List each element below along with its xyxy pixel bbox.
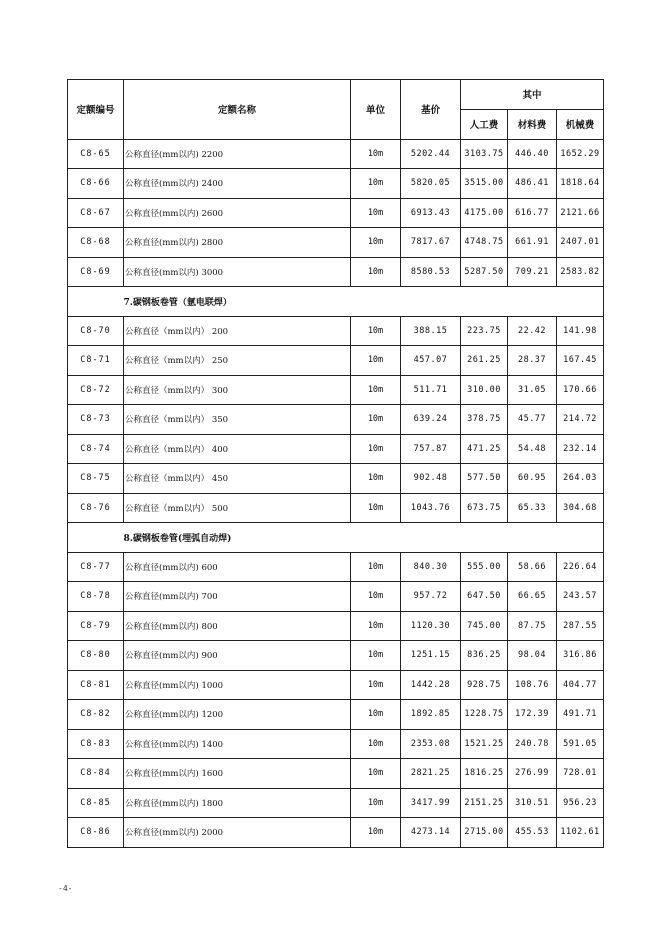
cell-code: C8-69 (68, 257, 124, 287)
cell-machine: 141.98 (557, 316, 604, 346)
table-row (68, 169, 604, 199)
cell-base-price: 5202.44 (401, 139, 461, 169)
cell-labor: 310.00 (461, 375, 508, 405)
cell-unit: 10m (351, 228, 401, 258)
cell-labor: 378.75 (461, 405, 508, 435)
table-row (68, 434, 604, 464)
table-body (68, 139, 604, 847)
cell-base-price: 457.07 (401, 346, 461, 376)
cell-base-price: 511.71 (401, 375, 461, 405)
cell-code: C8-82 (68, 700, 124, 730)
table-row (68, 582, 604, 612)
cell-unit: 10m (351, 375, 401, 405)
cell-material: 276.99 (508, 759, 557, 789)
cell-code: C8-70 (68, 316, 124, 346)
cell-name: 公称直径(mm以内) 3000 (124, 257, 351, 287)
cell-unit: 10m (351, 611, 401, 641)
table-row (68, 139, 604, 169)
cell-machine: 404.77 (557, 670, 604, 700)
cell-labor: 1521.25 (461, 729, 508, 759)
section-row (68, 523, 604, 553)
table-row (68, 759, 604, 789)
table-row (68, 228, 604, 258)
cell-name: 公称直径(mm以内) 1800 (124, 788, 351, 818)
cell-unit: 10m (351, 493, 401, 523)
cell-labor: 4748.75 (461, 228, 508, 258)
cell-material: 709.21 (508, 257, 557, 287)
cell-machine: 214.72 (557, 405, 604, 435)
cell-material: 58.66 (508, 552, 557, 582)
cell-labor: 4175.00 (461, 198, 508, 228)
cell-machine: 2583.82 (557, 257, 604, 287)
cell-labor: 3515.00 (461, 169, 508, 199)
cell-base-price: 6913.43 (401, 198, 461, 228)
cell-machine: 304.68 (557, 493, 604, 523)
section-title: 7.碳钢板卷管（氩电联焊） (124, 287, 604, 317)
cell-code: C8-66 (68, 169, 124, 199)
cell-base-price: 1892.85 (401, 700, 461, 730)
cell-labor: 673.75 (461, 493, 508, 523)
cell-base-price: 957.72 (401, 582, 461, 612)
cell-base-price: 8580.53 (401, 257, 461, 287)
cell-name: 公称直径(mm以内) 700 (124, 582, 351, 612)
cell-unit: 10m (351, 257, 401, 287)
header-machine: 机械费 (557, 109, 604, 139)
cell-base-price: 840.30 (401, 552, 461, 582)
table-row (68, 346, 604, 376)
cell-name: 公称直径（mm以内） 450 (124, 464, 351, 494)
table-row (68, 198, 604, 228)
table-row (68, 729, 604, 759)
page-number: -4- (58, 884, 73, 893)
cell-name: 公称直径(mm以内) 2200 (124, 139, 351, 169)
cell-unit: 10m (351, 759, 401, 789)
cell-name: 公称直径（mm以内） 350 (124, 405, 351, 435)
cell-base-price: 902.48 (401, 464, 461, 494)
table-header (68, 80, 604, 140)
cell-labor: 577.50 (461, 464, 508, 494)
cell-name: 公称直径(mm以内) 1000 (124, 670, 351, 700)
cell-labor: 2715.00 (461, 818, 508, 848)
cell-material: 31.05 (508, 375, 557, 405)
cell-code: C8-78 (68, 582, 124, 612)
cell-code: C8-85 (68, 788, 124, 818)
cell-machine: 316.86 (557, 641, 604, 671)
cell-material: 98.04 (508, 641, 557, 671)
header-group: 其中 (461, 80, 604, 110)
cell-base-price: 639.24 (401, 405, 461, 435)
cell-base-price: 757.87 (401, 434, 461, 464)
cell-material: 54.48 (508, 434, 557, 464)
cell-unit: 10m (351, 464, 401, 494)
cell-labor: 1228.75 (461, 700, 508, 730)
cell-name: 公称直径（mm以内） 250 (124, 346, 351, 376)
cell-name: 公称直径（mm以内） 300 (124, 375, 351, 405)
cell-name: 公称直径（mm以内） 400 (124, 434, 351, 464)
cell-machine: 491.71 (557, 700, 604, 730)
cell-unit: 10m (351, 641, 401, 671)
cell-code: C8-65 (68, 139, 124, 169)
cell-unit: 10m (351, 582, 401, 612)
cell-unit: 10m (351, 169, 401, 199)
cell-code: C8-71 (68, 346, 124, 376)
cell-base-price: 1120.30 (401, 611, 461, 641)
cell-code: C8-74 (68, 434, 124, 464)
cell-name: 公称直径(mm以内) 2800 (124, 228, 351, 258)
cell-name: 公称直径(mm以内) 1200 (124, 700, 351, 730)
cell-machine: 264.03 (557, 464, 604, 494)
cell-base-price: 2821.25 (401, 759, 461, 789)
cell-name: 公称直径(mm以内) 1400 (124, 729, 351, 759)
cell-code: C8-75 (68, 464, 124, 494)
table-row (68, 464, 604, 494)
cell-material: 455.53 (508, 818, 557, 848)
cell-material: 60.95 (508, 464, 557, 494)
cell-material: 310.51 (508, 788, 557, 818)
cell-base-price: 7817.67 (401, 228, 461, 258)
table-row (68, 670, 604, 700)
cell-unit: 10m (351, 316, 401, 346)
table-row (68, 316, 604, 346)
cell-labor: 647.50 (461, 582, 508, 612)
cell-unit: 10m (351, 788, 401, 818)
cell-code: C8-67 (68, 198, 124, 228)
cell-labor: 2151.25 (461, 788, 508, 818)
section-title: 8.碳钢板卷管(埋弧自动焊) (124, 523, 604, 553)
cell-labor: 471.25 (461, 434, 508, 464)
cell-machine: 167.45 (557, 346, 604, 376)
cell-name: 公称直径(mm以内) 800 (124, 611, 351, 641)
cell-material: 65.33 (508, 493, 557, 523)
cell-machine: 728.01 (557, 759, 604, 789)
cell-unit: 10m (351, 198, 401, 228)
cell-labor: 555.00 (461, 552, 508, 582)
cell-labor: 3103.75 (461, 139, 508, 169)
cell-unit: 10m (351, 346, 401, 376)
cell-base-price: 3417.99 (401, 788, 461, 818)
table-row (68, 257, 604, 287)
cell-material: 45.77 (508, 405, 557, 435)
header-unit: 单位 (351, 80, 401, 140)
cell-code: C8-73 (68, 405, 124, 435)
section-blank-cell (68, 523, 124, 553)
cell-base-price: 1043.76 (401, 493, 461, 523)
cell-machine: 591.05 (557, 729, 604, 759)
section-row (68, 287, 604, 317)
cell-material: 87.75 (508, 611, 557, 641)
cell-name: 公称直径（mm以内） 500 (124, 493, 351, 523)
cell-base-price: 5820.05 (401, 169, 461, 199)
table-row (68, 818, 604, 848)
cell-machine: 1102.61 (557, 818, 604, 848)
cell-unit: 10m (351, 700, 401, 730)
cell-material: 486.41 (508, 169, 557, 199)
cell-machine: 243.57 (557, 582, 604, 612)
cell-material: 22.42 (508, 316, 557, 346)
cell-material: 240.78 (508, 729, 557, 759)
cell-code: C8-81 (68, 670, 124, 700)
cell-material: 172.39 (508, 700, 557, 730)
cell-name: 公称直径(mm以内) 1600 (124, 759, 351, 789)
cell-labor: 5287.50 (461, 257, 508, 287)
table-row (68, 700, 604, 730)
cell-unit: 10m (351, 729, 401, 759)
cell-unit: 10m (351, 552, 401, 582)
cell-base-price: 388.15 (401, 316, 461, 346)
table-row (68, 788, 604, 818)
cell-labor: 745.00 (461, 611, 508, 641)
cell-code: C8-86 (68, 818, 124, 848)
cell-name: 公称直径（mm以内） 200 (124, 316, 351, 346)
cell-unit: 10m (351, 670, 401, 700)
cell-unit: 10m (351, 818, 401, 848)
cell-name: 公称直径(mm以内) 900 (124, 641, 351, 671)
cell-name: 公称直径(mm以内) 2600 (124, 198, 351, 228)
header-labor: 人工费 (461, 109, 508, 139)
cell-code: C8-72 (68, 375, 124, 405)
cell-base-price: 2353.08 (401, 729, 461, 759)
cell-base-price: 4273.14 (401, 818, 461, 848)
cell-material: 661.91 (508, 228, 557, 258)
cell-material: 616.77 (508, 198, 557, 228)
cell-name: 公称直径(mm以内) 600 (124, 552, 351, 582)
header-base-price: 基价 (401, 80, 461, 140)
table-row (68, 641, 604, 671)
cell-unit: 10m (351, 405, 401, 435)
cell-code: C8-80 (68, 641, 124, 671)
cell-labor: 928.75 (461, 670, 508, 700)
cell-machine: 232.14 (557, 434, 604, 464)
cell-base-price: 1251.15 (401, 641, 461, 671)
cell-labor: 1816.25 (461, 759, 508, 789)
cell-labor: 261.25 (461, 346, 508, 376)
table-row (68, 405, 604, 435)
quota-table (67, 79, 604, 848)
cell-machine: 2121.66 (557, 198, 604, 228)
cell-machine: 2407.01 (557, 228, 604, 258)
header-material: 材料费 (508, 109, 557, 139)
cell-machine: 170.66 (557, 375, 604, 405)
cell-name: 公称直径(mm以内) 2400 (124, 169, 351, 199)
cell-machine: 1818.64 (557, 169, 604, 199)
cell-base-price: 1442.28 (401, 670, 461, 700)
cell-code: C8-79 (68, 611, 124, 641)
cell-material: 108.76 (508, 670, 557, 700)
section-blank-cell (68, 287, 124, 317)
table-row (68, 375, 604, 405)
cell-machine: 1652.29 (557, 139, 604, 169)
cell-machine: 956.23 (557, 788, 604, 818)
cell-machine: 287.55 (557, 611, 604, 641)
cell-material: 66.65 (508, 582, 557, 612)
cell-labor: 223.75 (461, 316, 508, 346)
table-row (68, 611, 604, 641)
cell-material: 28.37 (508, 346, 557, 376)
cell-machine: 226.64 (557, 552, 604, 582)
cell-code: C8-84 (68, 759, 124, 789)
cell-code: C8-68 (68, 228, 124, 258)
cell-unit: 10m (351, 139, 401, 169)
header-code: 定额编号 (68, 80, 124, 140)
cell-code: C8-83 (68, 729, 124, 759)
table-row (68, 493, 604, 523)
cell-labor: 836.25 (461, 641, 508, 671)
cell-material: 446.40 (508, 139, 557, 169)
cell-name: 公称直径(mm以内) 2000 (124, 818, 351, 848)
header-name: 定额名称 (124, 80, 351, 140)
cell-code: C8-77 (68, 552, 124, 582)
cell-unit: 10m (351, 434, 401, 464)
cell-code: C8-76 (68, 493, 124, 523)
table-row (68, 552, 604, 582)
